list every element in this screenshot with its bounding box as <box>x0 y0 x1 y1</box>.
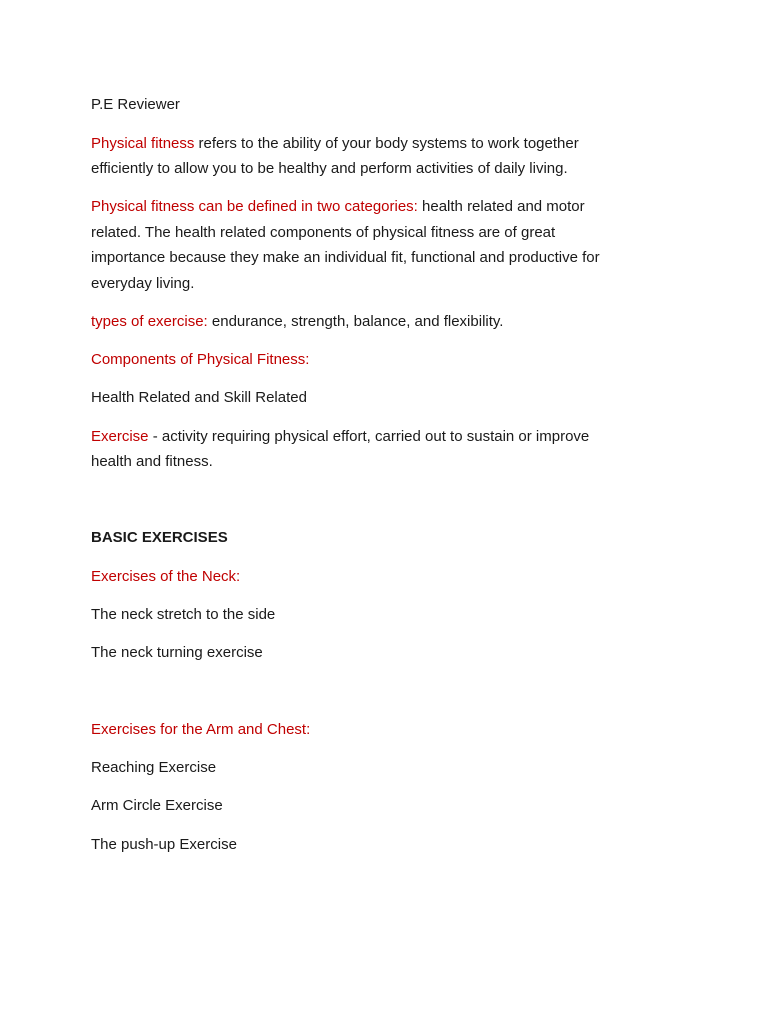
exercise-definition-line-1 <box>91 424 589 450</box>
basic-exercises-heading: BASIC EXERCISES <box>91 529 228 546</box>
exercise-definition-text-1: - activity requiring physical effort, carried out to sustain or improve <box>148 428 590 445</box>
fitness-term: Physical fitness <box>91 135 195 152</box>
exercise-types-text: endurance, strength, balance, and flexibility. <box>207 313 504 330</box>
neck-heading: Exercises of the Neck: <box>91 568 241 585</box>
neck-item: The neck turning exercise <box>91 644 263 661</box>
exercise-term: Exercise <box>91 428 149 445</box>
document-title: P.E Reviewer <box>91 96 180 113</box>
fitness-definition-line-1 <box>91 131 579 157</box>
fitness-definition-line-2: efficiently to allow you to be healthy and perform activities of daily living. <box>91 160 568 177</box>
arm-chest-heading: Exercises for the Arm and Chest: <box>91 721 311 738</box>
components-text: Health Related and Skill Related <box>91 389 307 406</box>
exercise-types-line <box>91 309 503 335</box>
neck-item: The neck stretch to the side <box>91 606 276 623</box>
categories-text-1: health related and motor <box>417 198 585 215</box>
fitness-definition-text-1: refers to the ability of your body systems to work together <box>194 135 579 152</box>
arm-chest-item: Arm Circle Exercise <box>91 797 223 814</box>
arm-chest-item: Reaching Exercise <box>91 759 217 776</box>
categories-line-4: everyday living. <box>91 275 195 292</box>
categories-line-1 <box>91 194 585 220</box>
categories-term: Physical fitness can be defined in two categories: <box>91 198 418 215</box>
categories-line-2: related. The health related components of physical fitness are of great <box>91 224 556 241</box>
components-heading: Components of Physical Fitness: <box>91 351 310 368</box>
arm-chest-item: The push-up Exercise <box>91 836 237 853</box>
categories-line-3: importance because they make an individual fit, functional and productive for <box>91 249 600 266</box>
exercise-types-term: types of exercise: <box>91 313 208 330</box>
exercise-definition-line-2: health and fitness. <box>91 453 213 470</box>
